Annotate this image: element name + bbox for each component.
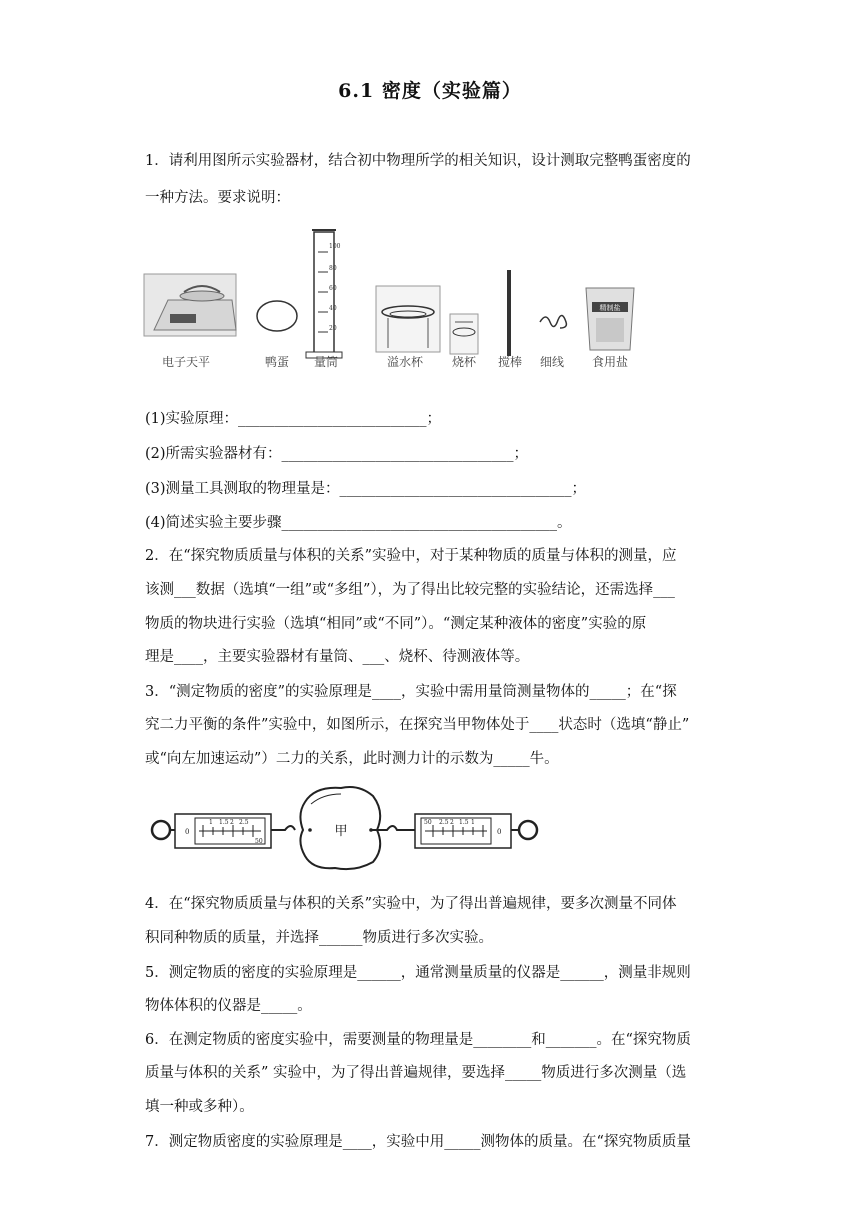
right-scale-mark-2: 2: [450, 819, 454, 826]
electronic-balance-image: [144, 274, 236, 336]
right-spring-scale: [371, 814, 537, 848]
duck-egg-image: [257, 301, 297, 331]
label-stirring-rod: 搅棒: [497, 355, 523, 369]
q1-sub-4: (4)简述实验主要步骤______________________________________。: [145, 515, 572, 531]
label-measuring-cylinder: 量筒: [313, 355, 339, 369]
label-electronic-balance: 电子天平: [161, 355, 211, 369]
q2-line-3: 物质的物块进行实验（选填“相同”或“不同”）。“测定某种液体的密度”实验的原: [145, 616, 647, 632]
q5-line-2: 物体体积的仪器是_____。: [145, 998, 312, 1014]
left-scale-mark-1: 1: [209, 819, 213, 826]
q2-line-2: 该测___数据（选填“一组”或“多组”），为了得出比较完整的实验结论，还需选择___: [145, 582, 675, 598]
q1-line-2: 一种方法。要求说明：: [145, 190, 290, 206]
q5-line-1: 5．测定物质的密度的实验原理是______，通常测量质量的仪器是______，测量非规则: [145, 965, 691, 981]
cylinder-mark-60: 60: [329, 285, 337, 292]
left-scale-mark-1-5: 1.5: [219, 819, 229, 826]
left-scale-mark-50: 50: [255, 838, 263, 845]
q6-line-1: 6．在测定物质的密度实验中，需要测量的物理量是________和_______。在“探究物质: [145, 1032, 691, 1048]
right-scale-mark-2-5: 2.5: [439, 819, 449, 826]
q2-line-4: 理是____，主要实验器材有量筒、___、烧杯、待测液体等。: [145, 649, 530, 665]
cylinder-mark-40: 40: [329, 305, 337, 312]
left-spring-scale: [152, 814, 295, 848]
overflow-cup-image: [376, 286, 440, 352]
q6-line-3: 填一种或多种）。: [145, 1099, 254, 1115]
right-scale-mark-1: 1: [471, 819, 475, 826]
cylinder-mark-20: 20: [329, 325, 337, 332]
right-scale-mark-50: 50: [424, 819, 432, 826]
q3-line-3: 或“向左加速运动”）二力的关系，此时测力计的示数为_____牛。: [145, 751, 559, 767]
label-table-salt: 食用盐: [591, 355, 629, 369]
cylinder-mark-80: 80: [329, 265, 337, 272]
salt-bag-image: [586, 288, 634, 350]
left-scale-mark-2-5: 2.5: [239, 819, 249, 826]
q4-line-2: 积同种物质的质量，并选择______物质进行多次实验。: [145, 930, 493, 946]
label-beaker: 烧杯: [451, 355, 477, 369]
stirring-rod-image: [507, 270, 511, 356]
measuring-cylinder-image: [306, 230, 342, 358]
label-thread: 细线: [539, 355, 565, 369]
label-duck-egg: 鸭蛋: [264, 355, 290, 369]
q1-sub-1: (1)实验原理：__________________________；: [145, 411, 442, 427]
body-label: 甲: [334, 824, 348, 839]
right-scale-mark-1-5: 1.5: [459, 819, 469, 826]
salt-bag-label: 精制盐: [599, 304, 621, 312]
q6-line-2: 质量与体积的关系” 实验中，为了得出普遍规律，要选择_____物质进行多次测量（选: [145, 1065, 687, 1081]
thread-image: [540, 315, 566, 328]
body-jia: [300, 787, 380, 869]
q2-line-1: 2．在“探究物质质量与体积的关系”实验中，对于某种物质的质量与体积的测量，应: [145, 548, 677, 564]
equipment-figure: [140, 222, 660, 372]
q7-line-1: 7．测定物质密度的实验原理是____，实验中用_____测物体的质量。在“探究物质质量: [145, 1134, 691, 1150]
left-scale-mark-0: 0: [185, 828, 190, 836]
q1-sub-2: (2)所需实验器材有：________________________________；: [145, 446, 529, 462]
q1-sub-3: (3)测量工具测取的物理量是：________________________________；: [145, 481, 587, 497]
cylinder-mark-100: 100: [329, 243, 341, 250]
right-scale-mark-0: 0: [497, 828, 502, 836]
label-overflow-cup: 溢水杯: [386, 355, 424, 369]
q4-line-1: 4．在“探究物质质量与体积的关系”实验中，为了得出普遍规律，要多次测量不同体: [145, 896, 677, 912]
beaker-image: [450, 314, 478, 354]
page-title: 6.1 密度（实验篇）: [338, 80, 522, 102]
q3-line-1: 3．“测定物质的密度”的实验原理是____，实验中需用量筒测量物体的_____；在“探: [145, 684, 677, 700]
spring-scale-figure: [145, 782, 555, 872]
q1-line-1: 1．请利用图所示实验器材，结合初中物理所学的相关知识，设计测取完整鸭蛋密度的: [145, 153, 691, 169]
q3-line-2: 究二力平衡的条件”实验中，如图所示，在探究当甲物体处于____状态时（选填“静止”: [145, 717, 690, 733]
left-scale-mark-2: 2: [230, 819, 234, 826]
